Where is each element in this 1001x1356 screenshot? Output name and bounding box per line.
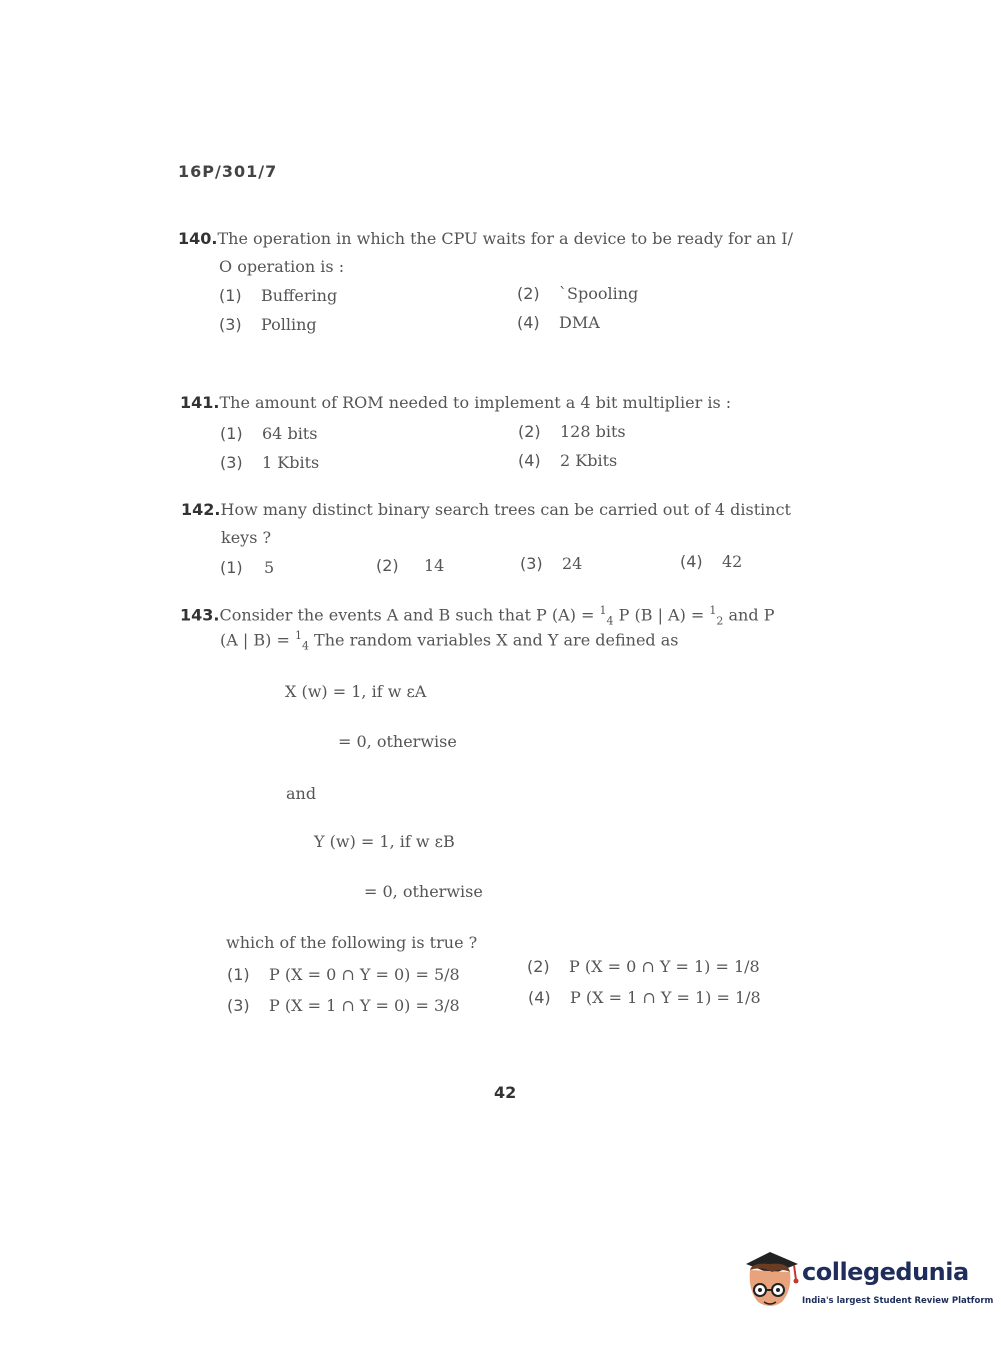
- definition-x-2: = 0, otherwise: [338, 732, 457, 751]
- definition-y-2: = 0, otherwise: [364, 882, 483, 901]
- question-142-line2: keys ?: [221, 528, 272, 547]
- question-number: 140.: [178, 229, 218, 248]
- question-number: 142.: [181, 500, 221, 519]
- option-140-2: (2) `Spooling: [517, 284, 639, 303]
- mascot-icon: [742, 1250, 802, 1312]
- page-number: 42: [494, 1083, 517, 1102]
- paper-code: 16P/301/7: [178, 162, 278, 181]
- logo-tagline: India's largest Student Review Platform: [802, 1296, 994, 1306]
- question-text: The amount of ROM needed to implement a 4 bit multiplier is :: [219, 393, 732, 412]
- option-141-1: (1) 64 bits: [220, 424, 318, 443]
- option-141-4: (4) 2 Kbits: [518, 451, 618, 470]
- option-142-2: (2) 14: [376, 556, 445, 575]
- question-text: How many distinct binary search trees can be carried out of 4 distinct: [220, 500, 791, 519]
- option-143-2: (2) P (X = 0 ∩ Y = 1) = 1/8: [527, 957, 760, 976]
- question-number: 143.: [180, 605, 220, 625]
- question-140-line1: [178, 229, 793, 248]
- option-143-1: (1) P (X = 0 ∩ Y = 0) = 5/8: [227, 965, 460, 984]
- question-140-line2: O operation is :: [219, 257, 345, 276]
- option-140-4: (4) DMA: [517, 313, 600, 332]
- option-140-3: (3) Polling: [219, 315, 317, 334]
- option-142-1: (1) 5: [220, 558, 275, 577]
- option-141-2: (2) 128 bits: [518, 422, 626, 441]
- and-word: and: [286, 784, 317, 803]
- question-143-line1: 143.Consider the events A and B such that P (A) = $^1_4$ P (B | A) = $^1_2$ and P: [180, 604, 775, 628]
- definition-y-1: Y (w) = 1, if w εB: [314, 832, 455, 851]
- option-143-4: (4) P (X = 1 ∩ Y = 1) = 1/8: [528, 988, 761, 1007]
- option-143-3: (3) P (X = 1 ∩ Y = 0) = 3/8: [227, 996, 460, 1015]
- question-143-prompt: which of the following is true ?: [226, 933, 478, 952]
- option-142-3: (3) 24: [520, 554, 583, 573]
- question-text: The operation in which the CPU waits for a device to be ready for an I/: [217, 229, 793, 248]
- option-141-3: (3) 1 Kbits: [220, 453, 320, 472]
- logo-name: collegedunia: [802, 1258, 969, 1286]
- collegedunia-logo: [742, 1250, 994, 1320]
- option-140-1: (1) Buffering: [219, 286, 338, 305]
- question-143-line2: (A | B) = $^1_4$ The random variables X and Y are defined as: [220, 629, 679, 653]
- question-141-line1: [180, 393, 731, 412]
- question-142-line1: [181, 500, 791, 519]
- option-142-4: (4) 42: [680, 552, 743, 571]
- question-number: 141.: [180, 393, 220, 412]
- definition-x-1: X (w) = 1, if w εA: [285, 682, 427, 701]
